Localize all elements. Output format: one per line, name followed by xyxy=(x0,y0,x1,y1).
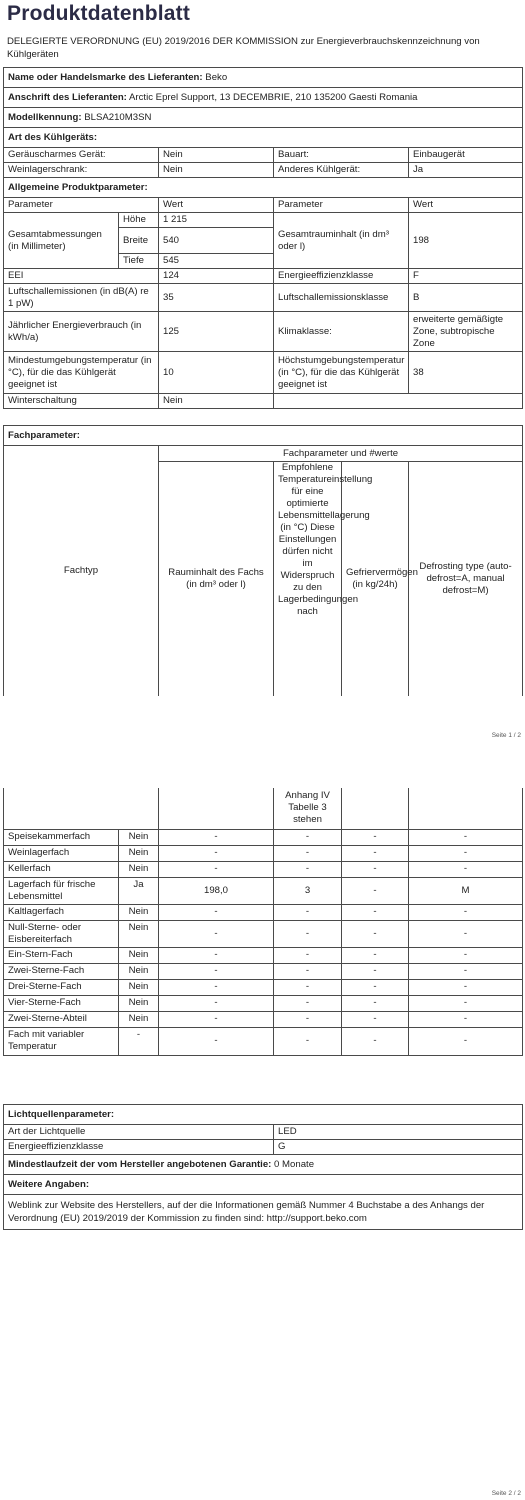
compartment-temp: - xyxy=(274,963,342,979)
compartment-defrost: - xyxy=(409,995,523,1011)
more-info-text: Weblink zur Website des Herstellers, auf der die Informationen gemäß Nummer 4 Buchstabe a des Anhangs der Verordnung (EU) 2019/2019 der Kommission zu finden sind: xyxy=(8,1200,485,1224)
compartment-freeze: - xyxy=(342,877,409,904)
light-warranty-table xyxy=(3,1104,523,1230)
compartment-present: Nein xyxy=(119,963,159,979)
climate-class-value: erweiterte gemäßigte Zone, subtropische Zone xyxy=(409,312,523,352)
compartment-type-header: Fachtyp xyxy=(4,446,159,696)
compartment-volume: 198,0 xyxy=(159,877,274,904)
compartment-temp: - xyxy=(274,829,342,845)
general-params-heading: Allgemeine Produktparameter: xyxy=(4,178,523,198)
compartment-volume: - xyxy=(159,920,274,947)
compartment-row xyxy=(4,861,523,877)
compartment-table-page2 xyxy=(3,788,523,1056)
design-type-label: Bauart: xyxy=(274,148,409,163)
compartment-temp: - xyxy=(274,947,342,963)
compartment-temp: 3 xyxy=(274,877,342,904)
model-value: BLSA210M3SN xyxy=(84,111,152,123)
energy-consumption-value: 125 xyxy=(159,312,274,352)
noise-class-value: B xyxy=(409,284,523,312)
page-2 xyxy=(0,760,525,1500)
compartment-row xyxy=(4,920,523,947)
compartment-name: Speisekammerfach xyxy=(4,829,119,845)
compartment-volume: - xyxy=(159,947,274,963)
value-column-header-2: Wert xyxy=(409,198,523,213)
low-noise-value: Nein xyxy=(159,148,274,163)
compartment-name: Drei-Sterne-Fach xyxy=(4,979,119,995)
depth-label: Tiefe xyxy=(119,254,159,269)
model-label: Modellkennung: xyxy=(8,111,82,123)
appliance-type-heading: Art des Kühlgeräts: xyxy=(4,128,523,148)
compartment-volume: - xyxy=(159,904,274,920)
compartment-row xyxy=(4,877,523,904)
width-value: 540 xyxy=(159,228,274,254)
compartment-row xyxy=(4,829,523,845)
eei-value: 124 xyxy=(159,269,274,284)
compartment-present: Nein xyxy=(119,904,159,920)
value-column-header: Wert xyxy=(159,198,274,213)
more-info-heading: Weitere Angaben: xyxy=(4,1175,523,1195)
compartment-row xyxy=(4,995,523,1011)
compartment-temp: - xyxy=(274,904,342,920)
compartment-temp: - xyxy=(274,1011,342,1027)
compartment-present: Nein xyxy=(119,995,159,1011)
compartment-defrost: - xyxy=(409,947,523,963)
compartment-present: - xyxy=(119,1027,159,1055)
compartment-name: Zwei-Sterne-Fach xyxy=(4,963,119,979)
compartment-present: Nein xyxy=(119,861,159,877)
compartment-defrost: - xyxy=(409,829,523,845)
compartment-temp: - xyxy=(274,979,342,995)
compartment-volume: - xyxy=(159,1011,274,1027)
compartment-rows xyxy=(4,829,523,1055)
design-type-value: Einbaugerät xyxy=(409,148,523,163)
compartment-defrost: M xyxy=(409,877,523,904)
compartment-present: Ja xyxy=(119,877,159,904)
other-appliance-label: Anderes Kühlgerät: xyxy=(274,163,409,178)
climate-class-label: Klimaklasse: xyxy=(274,312,409,352)
compartment-defrost: - xyxy=(409,963,523,979)
supplier-address-label: Anschrift des Lieferanten: xyxy=(8,91,127,103)
compartment-values-header: Fachparameter und #werte xyxy=(159,446,523,462)
winter-switch-value: Nein xyxy=(159,394,274,409)
compartment-name: Ein-Stern-Fach xyxy=(4,947,119,963)
empty-cell xyxy=(274,394,523,409)
compartment-name: Lagerfach für frische Lebensmittel xyxy=(4,877,119,904)
compartment-volume: - xyxy=(159,979,274,995)
param-column-header-2: Parameter xyxy=(274,198,409,213)
low-noise-label: Geräuscharmes Gerät: xyxy=(4,148,159,163)
compartment-defrost: - xyxy=(409,904,523,920)
compartment-defrost: - xyxy=(409,1027,523,1055)
compartment-defrost: - xyxy=(409,1011,523,1027)
supplier-name-row xyxy=(4,68,523,88)
light-type-value: LED xyxy=(274,1125,523,1140)
noise-emission-value: 35 xyxy=(159,284,274,312)
compartment-name: Fach mit variabler Temperatur xyxy=(4,1027,119,1055)
compartment-volume: - xyxy=(159,1027,274,1055)
compartment-header-table xyxy=(3,425,523,696)
total-volume-label: Gesamtrauminhalt (in dm³ oder l) xyxy=(274,213,409,269)
compartment-temp: - xyxy=(274,920,342,947)
compartment-temp: - xyxy=(274,845,342,861)
compartment-defrost: - xyxy=(409,920,523,947)
compartment-name: Vier-Sterne-Fach xyxy=(4,995,119,1011)
param-column-header: Parameter xyxy=(4,198,159,213)
compartment-volume: - xyxy=(159,995,274,1011)
compartment-params-heading: Fachparameter: xyxy=(4,426,523,446)
height-value: 1 215 xyxy=(159,213,274,228)
light-source-heading: Lichtquellenparameter: xyxy=(4,1105,523,1125)
col-volume-header: Rauminhalt des Fachs (in dm³ oder l) xyxy=(159,462,274,696)
eei-label: EEI xyxy=(4,269,159,284)
compartment-row xyxy=(4,947,523,963)
light-class-label: Energieeffizienzklasse xyxy=(4,1140,274,1155)
compartment-freeze: - xyxy=(342,1027,409,1055)
compartment-freeze: - xyxy=(342,920,409,947)
compartment-volume: - xyxy=(159,829,274,845)
col-defrost-header: Defrosting type (auto-defrost=A, manual defrost=M) xyxy=(409,462,523,696)
col-temp-header: Empfohlene Temperatureinstellung für eine optimierte Lebensmittellagerung (in °C) Diese Einstellungen dürfen nicht im Widerspruch zu den Lagerbedingungen nach xyxy=(274,462,342,696)
compartment-defrost: - xyxy=(409,979,523,995)
compartment-temp: - xyxy=(274,1027,342,1055)
model-row xyxy=(4,108,523,128)
col-temp-header-cont: Anhang IV Tabelle 3 stehen xyxy=(274,788,342,829)
document-title: Produktdatenblatt xyxy=(7,2,191,25)
compartment-freeze: - xyxy=(342,904,409,920)
wine-cabinet-value: Nein xyxy=(159,163,274,178)
energy-class-label: Energieeffizienzklasse xyxy=(274,269,409,284)
compartment-freeze: - xyxy=(342,1011,409,1027)
depth-value: 545 xyxy=(159,254,274,269)
compartment-temp: - xyxy=(274,861,342,877)
col-freeze-header: Gefriervermögen (in kg/24h) xyxy=(342,462,409,696)
max-temp-label: Höchstumgebungstemperatur (in °C), für die das Kühlgerät geeignet ist xyxy=(274,352,409,394)
compartment-defrost: - xyxy=(409,845,523,861)
noise-emission-label: Luftschallemissionen (in dB(A) re 1 pW) xyxy=(4,284,159,312)
page-number-1: Seite 1 / 2 xyxy=(491,732,521,739)
compartment-freeze: - xyxy=(342,995,409,1011)
compartment-row xyxy=(4,904,523,920)
min-temp-value: 10 xyxy=(159,352,274,394)
compartment-freeze: - xyxy=(342,979,409,995)
total-volume-value: 198 xyxy=(409,213,523,269)
supplier-address-row xyxy=(4,88,523,108)
compartment-name: Zwei-Sterne-Abteil xyxy=(4,1011,119,1027)
compartment-row xyxy=(4,1011,523,1027)
noise-class-label: Luftschallemissionsklasse xyxy=(274,284,409,312)
dimensions-label: Gesamtabmessungen (in Millimeter) xyxy=(4,213,119,269)
col-defrost-header-cont xyxy=(409,788,523,829)
col-freeze-header-cont xyxy=(342,788,409,829)
wine-cabinet-label: Weinlagerschrank: xyxy=(4,163,159,178)
compartment-present: Nein xyxy=(119,829,159,845)
compartment-row xyxy=(4,963,523,979)
supplier-address-value: Arctic Eprel Support, 13 DECEMBRIE, 210 135200 Gaesti Romania xyxy=(129,91,418,103)
compartment-volume: - xyxy=(159,845,274,861)
energy-consumption-label: Jährlicher Energieverbrauch (in kWh/a) xyxy=(4,312,159,352)
compartment-freeze: - xyxy=(342,861,409,877)
width-label: Breite xyxy=(119,228,159,254)
light-class-value: G xyxy=(274,1140,523,1155)
more-info-text-cell xyxy=(4,1195,523,1230)
min-temp-label: Mindestumgebungstemperatur (in °C), für die das Kühlgerät geeignet ist xyxy=(4,352,159,394)
datasheet-table-page1 xyxy=(3,67,523,409)
winter-switch-label: Winterschaltung xyxy=(4,394,159,409)
compartment-row xyxy=(4,845,523,861)
energy-class-value: F xyxy=(409,269,523,284)
compartment-present: Nein xyxy=(119,845,159,861)
height-label: Höhe xyxy=(119,213,159,228)
compartment-volume: - xyxy=(159,861,274,877)
compartment-present: Nein xyxy=(119,947,159,963)
supplier-name-label: Name oder Handelsmarke des Lieferanten: xyxy=(8,71,203,83)
compartment-freeze: - xyxy=(342,829,409,845)
compartment-freeze: - xyxy=(342,845,409,861)
supplier-name-value: Beko xyxy=(205,71,228,83)
compartment-name: Kellerfach xyxy=(4,861,119,877)
compartment-row xyxy=(4,979,523,995)
compartment-freeze: - xyxy=(342,947,409,963)
other-appliance-value: Ja xyxy=(409,163,523,178)
compartment-name: Null-Sterne- oder Eisbereiterfach xyxy=(4,920,119,947)
compartment-present: Nein xyxy=(119,920,159,947)
document-subtitle: DELEGIERTE VERORDNUNG (EU) 2019/2016 DER KOMMISSION zur Energieverbrauchskennzeichnung von Kühlgeräten xyxy=(7,36,480,60)
col-volume-header-cont xyxy=(159,788,274,829)
warranty-value: 0 Monate xyxy=(274,1158,315,1170)
compartment-row xyxy=(4,1027,523,1055)
warranty-label: Mindestlaufzeit der vom Hersteller angebotenen Garantie: xyxy=(8,1158,272,1170)
compartment-defrost: - xyxy=(409,861,523,877)
page-1 xyxy=(0,0,525,745)
compartment-volume: - xyxy=(159,963,274,979)
light-type-label: Art der Lichtquelle xyxy=(4,1125,274,1140)
compartment-freeze: - xyxy=(342,963,409,979)
compartment-type-header-cont xyxy=(4,788,159,829)
manufacturer-link[interactable]: http://support.beko.com xyxy=(266,1213,367,1224)
compartment-present: Nein xyxy=(119,979,159,995)
compartment-present: Nein xyxy=(119,1011,159,1027)
warranty-row xyxy=(4,1155,523,1175)
compartment-name: Weinlagerfach xyxy=(4,845,119,861)
page-number-2: Seite 2 / 2 xyxy=(491,1490,521,1497)
compartment-name: Kaltlagerfach xyxy=(4,904,119,920)
max-temp-value: 38 xyxy=(409,352,523,394)
compartment-temp: - xyxy=(274,995,342,1011)
